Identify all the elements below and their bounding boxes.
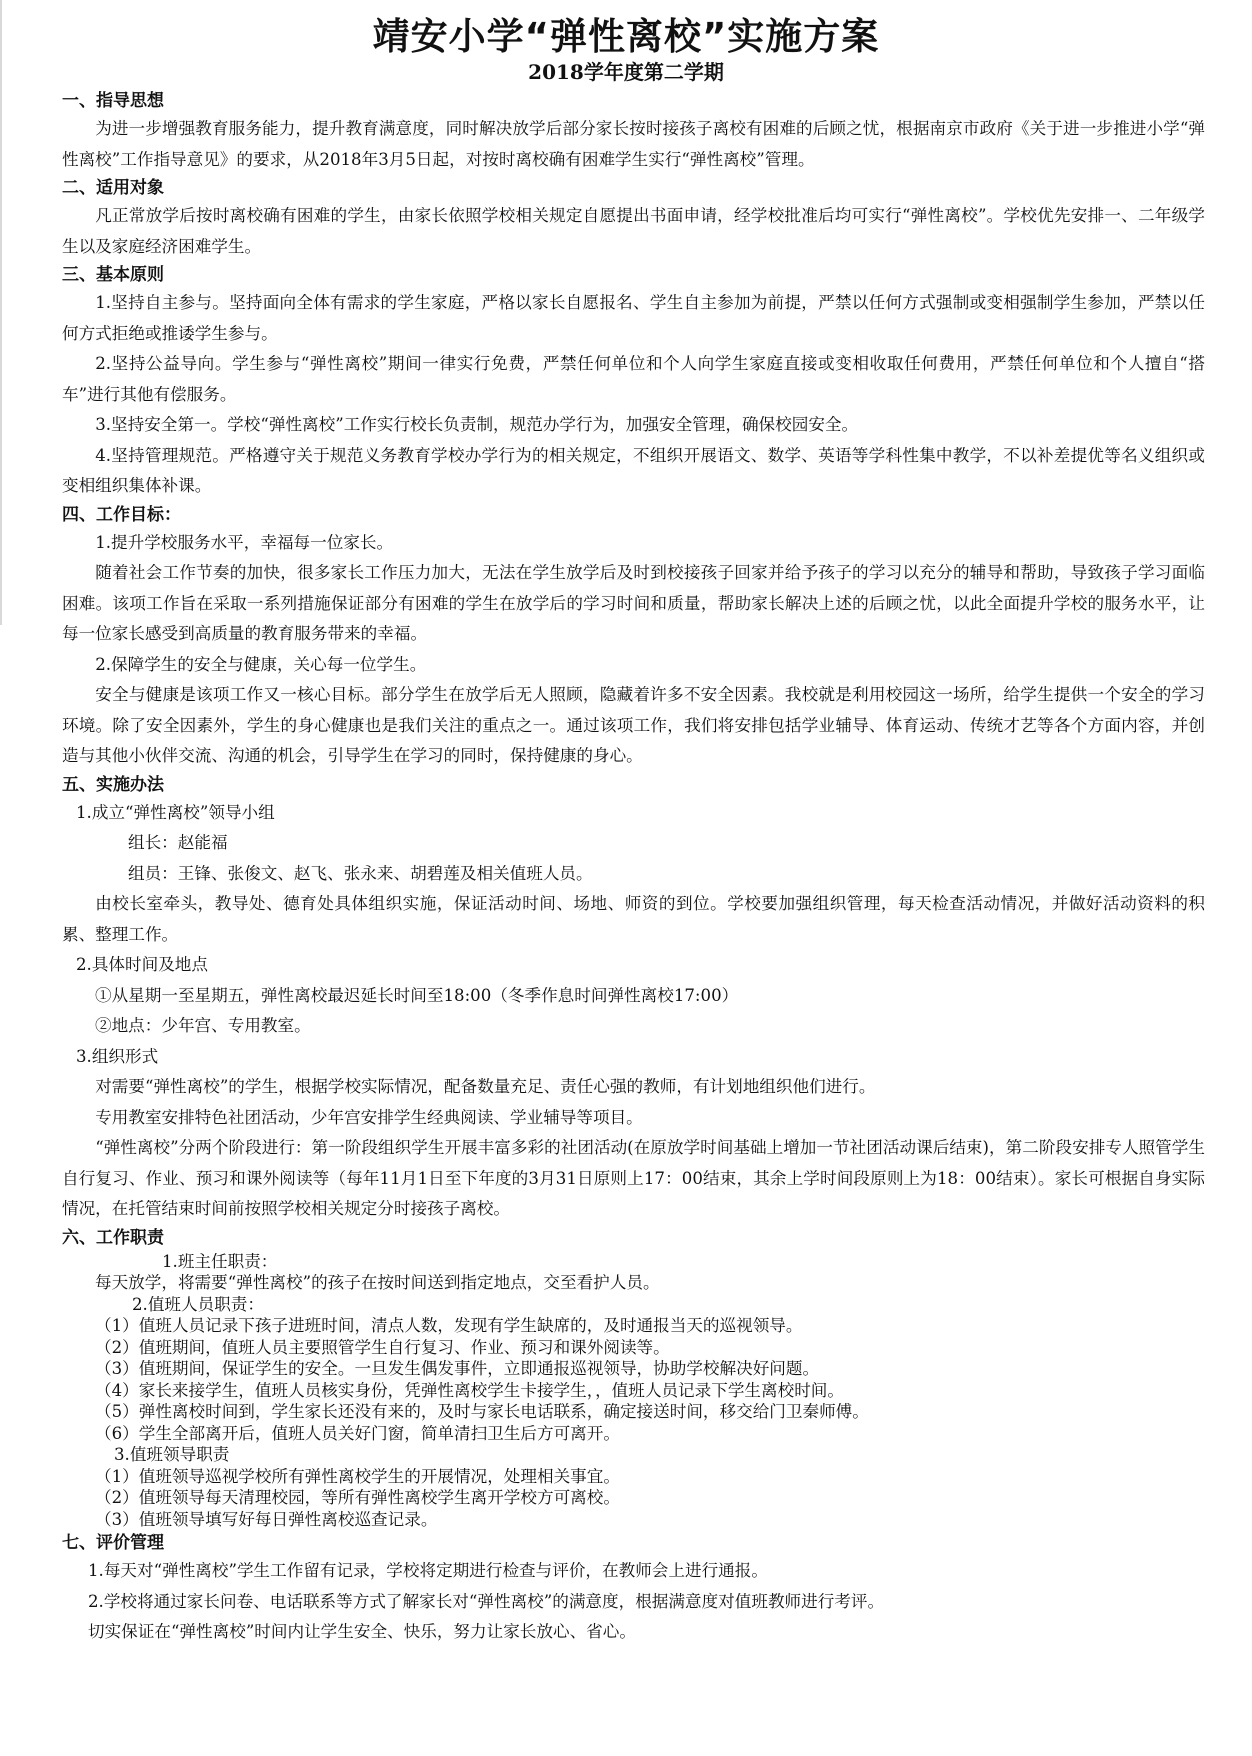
paragraph: 由校长室牵头，教导处、德育处具体组织实施，保证活动时间、场地、师资的到位。学校要加强组织管理，每天检查活动情况，并做好活动资料的积累、整理工作。 bbox=[62, 894, 1205, 944]
list-item: （1）值班人员记录下孩子进班时间，清点人数，发现有学生缺席的，及时通报当天的巡视领导。 bbox=[95, 1316, 803, 1335]
list-item: 2.学校将通过家长问卷、电话联系等方式了解家长对“弹性离校”的满意度，根据满意度对值班教师进行考评。 bbox=[88, 1591, 885, 1611]
section-heading: 四、工作目标： bbox=[62, 504, 181, 525]
paragraph: 3.坚持安全第一。学校“弹性离校”工作实行校长负责制，规范办学行为，加强安全管理，确保校园安全。 bbox=[95, 415, 859, 434]
paragraph: 为进一步增强教育服务能力，提升教育满意度，同时解决放学后部分家长按时接孩子离校有困难的后顾之忧，根据南京市政府《关于进一步推进小学“弹性离校”工作指导意见》的要求，从2018年3月5日起，对按时离校确有困难学生实行“弹性离校”管理。 bbox=[62, 119, 1205, 169]
list-item: 组长：赵能福 bbox=[128, 833, 228, 852]
paragraph: 凡正常放学后按时离校确有困难的学生，由家长依照学校相关规定自愿提出书面申请，经学校批准后均可实行“弹性离校”。学校优先安排一、二年级学生以及家庭经济困难学生。 bbox=[62, 206, 1205, 256]
list-item: 3.值班领导职责 bbox=[114, 1445, 230, 1464]
list-item: 2.具体时间及地点 bbox=[76, 955, 208, 974]
section-heading: 一、指导思想 bbox=[62, 91, 164, 111]
section-heading: 五、实施办法 bbox=[62, 774, 164, 795]
paragraph: 2.保障学生的安全与健康，关心每一位学生。 bbox=[95, 654, 427, 674]
list-item: 组员：王锋、张俊文、赵飞、张永来、胡碧莲及相关值班人员。 bbox=[128, 863, 593, 883]
paragraph: 对需要“弹性离校”的学生，根据学校实际情况，配备数量充足、责任心强的教师，有计划地组织他们进行。 bbox=[95, 1077, 876, 1096]
section-heading: 六、工作职责 bbox=[62, 1227, 164, 1248]
paragraph: 4.坚持管理规范。严格遵守关于规范义务教育学校办学行为的相关规定，不组织开展语文、数学、英语等学科性集中教学，不以补差提优等名义组织或变相组织集体补课。 bbox=[62, 445, 1205, 495]
paragraph: 切实保证在“弹性离校”时间内让学生安全、快乐，努力让家长放心、省心。 bbox=[88, 1622, 636, 1641]
list-item: （3）值班期间，保证学生的安全。一旦发生偶发事件，立即通报巡视领导，协助学校解决好问题。 bbox=[95, 1359, 820, 1378]
list-item: 3.组织形式 bbox=[76, 1046, 159, 1066]
list-item: （3）值班领导填写好每日弹性离校巡查记录。 bbox=[95, 1509, 438, 1529]
list-item: ①从星期一至星期五，弹性离校最迟延长时间至18:00（冬季作息时间弹性离校17:00） bbox=[95, 985, 739, 1005]
paragraph: “弹性离校”分两个阶段进行：第一阶段组织学生开展丰富多彩的社团活动(在原放学时间基础上增加一节社团活动课后结束)，第二阶段安排专人照管学生自行复习、作业、预习和课外阅读等（每年11月1日至下年度的3月31日原则上17：00结束，其余上学时间段原则上为18：00结束）。家长可根据自身实际情况，在托管结束时间前按照学校相关规定分时接孩子离校。 bbox=[62, 1138, 1205, 1218]
list-item: 1.班主任职责： bbox=[162, 1251, 278, 1271]
document-body bbox=[62, 88, 1205, 1648]
list-item: （5）弹性离校时间到，学生家长还没有来的，及时与家长电话联系，确定接送时间，移交给门卫秦师傅。 bbox=[95, 1402, 869, 1421]
paragraph: 安全与健康是该项工作又一核心目标。部分学生在放学后无人照顾，隐藏着许多不安全因素。我校就是利用校园这一场所，给学生提供一个安全的学习环境。除了安全因素外，学生的身心健康也是我们关注的重点之一。通过该项工作，我们将安排包括学业辅导、体育运动、传统才艺等各个方面内容，并创造与其他小伙伴交流、沟通的机会，引导学生在学习的同时，保持健康的身心。 bbox=[62, 685, 1205, 765]
section-heading: 二、适用对象 bbox=[62, 178, 164, 198]
list-item: （2）值班期间，值班人员主要照管学生自行复习、作业、预习和课外阅读等。 bbox=[95, 1337, 670, 1357]
paragraph: 1.坚持自主参与。坚持面向全体有需求的学生家庭，严格以家长自愿报名、学生自主参加为前提，严禁以任何方式强制或变相强制学生参加，严禁以任何方式拒绝或推诿学生参与。 bbox=[62, 293, 1205, 343]
list-item: ②地点：少年宫、专用教室。 bbox=[95, 1016, 311, 1035]
list-item: 每天放学，将需要“弹性离校”的孩子在按时间送到指定地点，交至看护人员。 bbox=[95, 1273, 660, 1292]
list-item: （2）值班领导每天清理校园，等所有弹性离校学生离开学校方可离校。 bbox=[95, 1488, 620, 1507]
paragraph: 随着社会工作节奏的加快，很多家长工作压力加大，无法在学生放学后及时到校接孩子回家并给予孩子的学习以充分的辅导和帮助，导致孩子学习面临困难。该项工作旨在采取一系列措施保证部分有困难的学生在放学后的学习时间和质量，帮助家长解决上述的后顾之忧，以此全面提升学校的服务水平，让每一位家长感受到高质量的教育服务带来的幸福。 bbox=[62, 563, 1205, 643]
document-subtitle: 2018学年度第二学期 bbox=[528, 60, 724, 84]
list-item: 1.成立“弹性离校”领导小组 bbox=[76, 802, 275, 822]
list-item: 1.每天对“弹性离校”学生工作留有记录，学校将定期进行检查与评价，在教师会上进行通报。 bbox=[88, 1561, 768, 1580]
list-item: （4）家长来接学生，值班人员核实身份，凭弹性离校学生卡接学生，，值班人员记录下学生离校时间。 bbox=[95, 1380, 844, 1400]
scan-edge-line bbox=[0, 0, 2, 625]
section-heading: 三、基本原则 bbox=[62, 265, 164, 285]
section-heading: 七、评价管理 bbox=[62, 1533, 164, 1553]
list-item: （1）值班领导巡视学校所有弹性离校学生的开展情况，处理相关事宜。 bbox=[95, 1466, 620, 1486]
document-title: 靖安小学“弹性离校”实施方案 bbox=[372, 15, 880, 58]
paragraph: 专用教室安排特色社团活动，少年宫安排学生经典阅读、学业辅导等项目。 bbox=[95, 1107, 643, 1127]
paragraph: 1.提升学校服务水平，幸福每一位家长。 bbox=[95, 532, 394, 552]
list-item: 2.值班人员职责： bbox=[132, 1294, 264, 1314]
paragraph: 2.坚持公益导向。学生参与“弹性离校”期间一律实行免费，严禁任何单位和个人向学生家庭直接或变相收取任何费用，严禁任何单位和个人擅自“搭车”进行其他有偿服务。 bbox=[62, 354, 1205, 404]
list-item: （6）学生全部离开后，值班人员关好门窗，简单清扫卫生后方可离开。 bbox=[95, 1423, 620, 1443]
